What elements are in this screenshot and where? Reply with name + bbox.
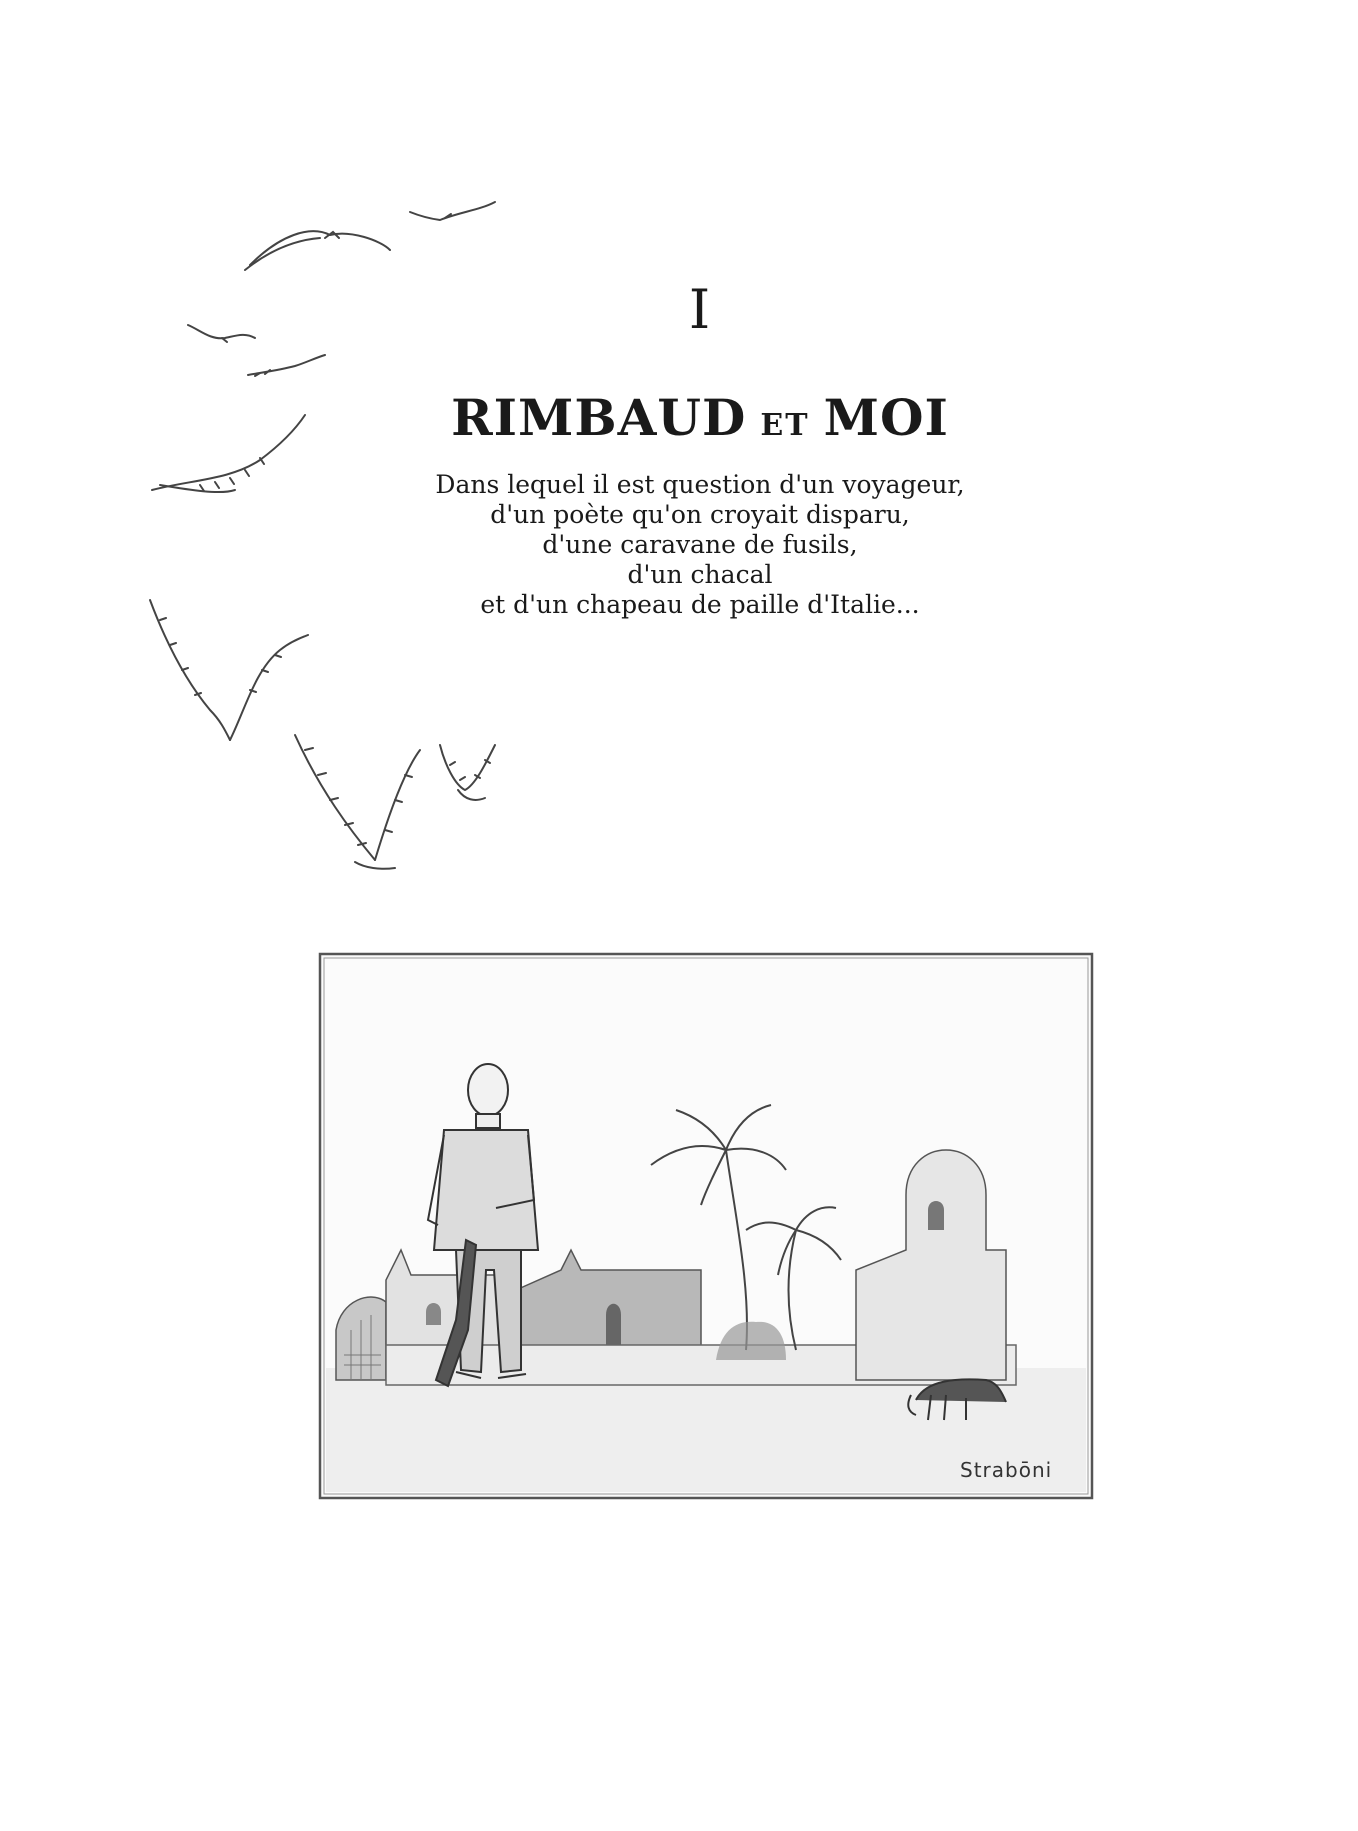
- chapter-number: I: [688, 278, 712, 341]
- chapter-title-part2: MOI: [823, 388, 949, 447]
- artist-signature: Strabōni: [960, 1458, 1053, 1482]
- chapter-title: [400, 388, 1000, 447]
- subtitle-line: d'un chacal: [627, 560, 773, 589]
- subtitle-line: d'un poète qu'on croyait disparu,: [490, 500, 910, 529]
- chapter-title-part1: RIMBAUD: [451, 388, 747, 447]
- desert-scene-illustration-icon: [316, 950, 1096, 1502]
- chapter-title-joiner: ET: [760, 408, 810, 443]
- subtitle-line: d'une caravane de fusils,: [542, 530, 858, 559]
- subtitle-line: et d'un chapeau de paille d'Italie...: [480, 590, 920, 619]
- chapter-subtitle: [400, 470, 1000, 620]
- subtitle-line: Dans lequel il est question d'un voyageur,: [435, 470, 965, 499]
